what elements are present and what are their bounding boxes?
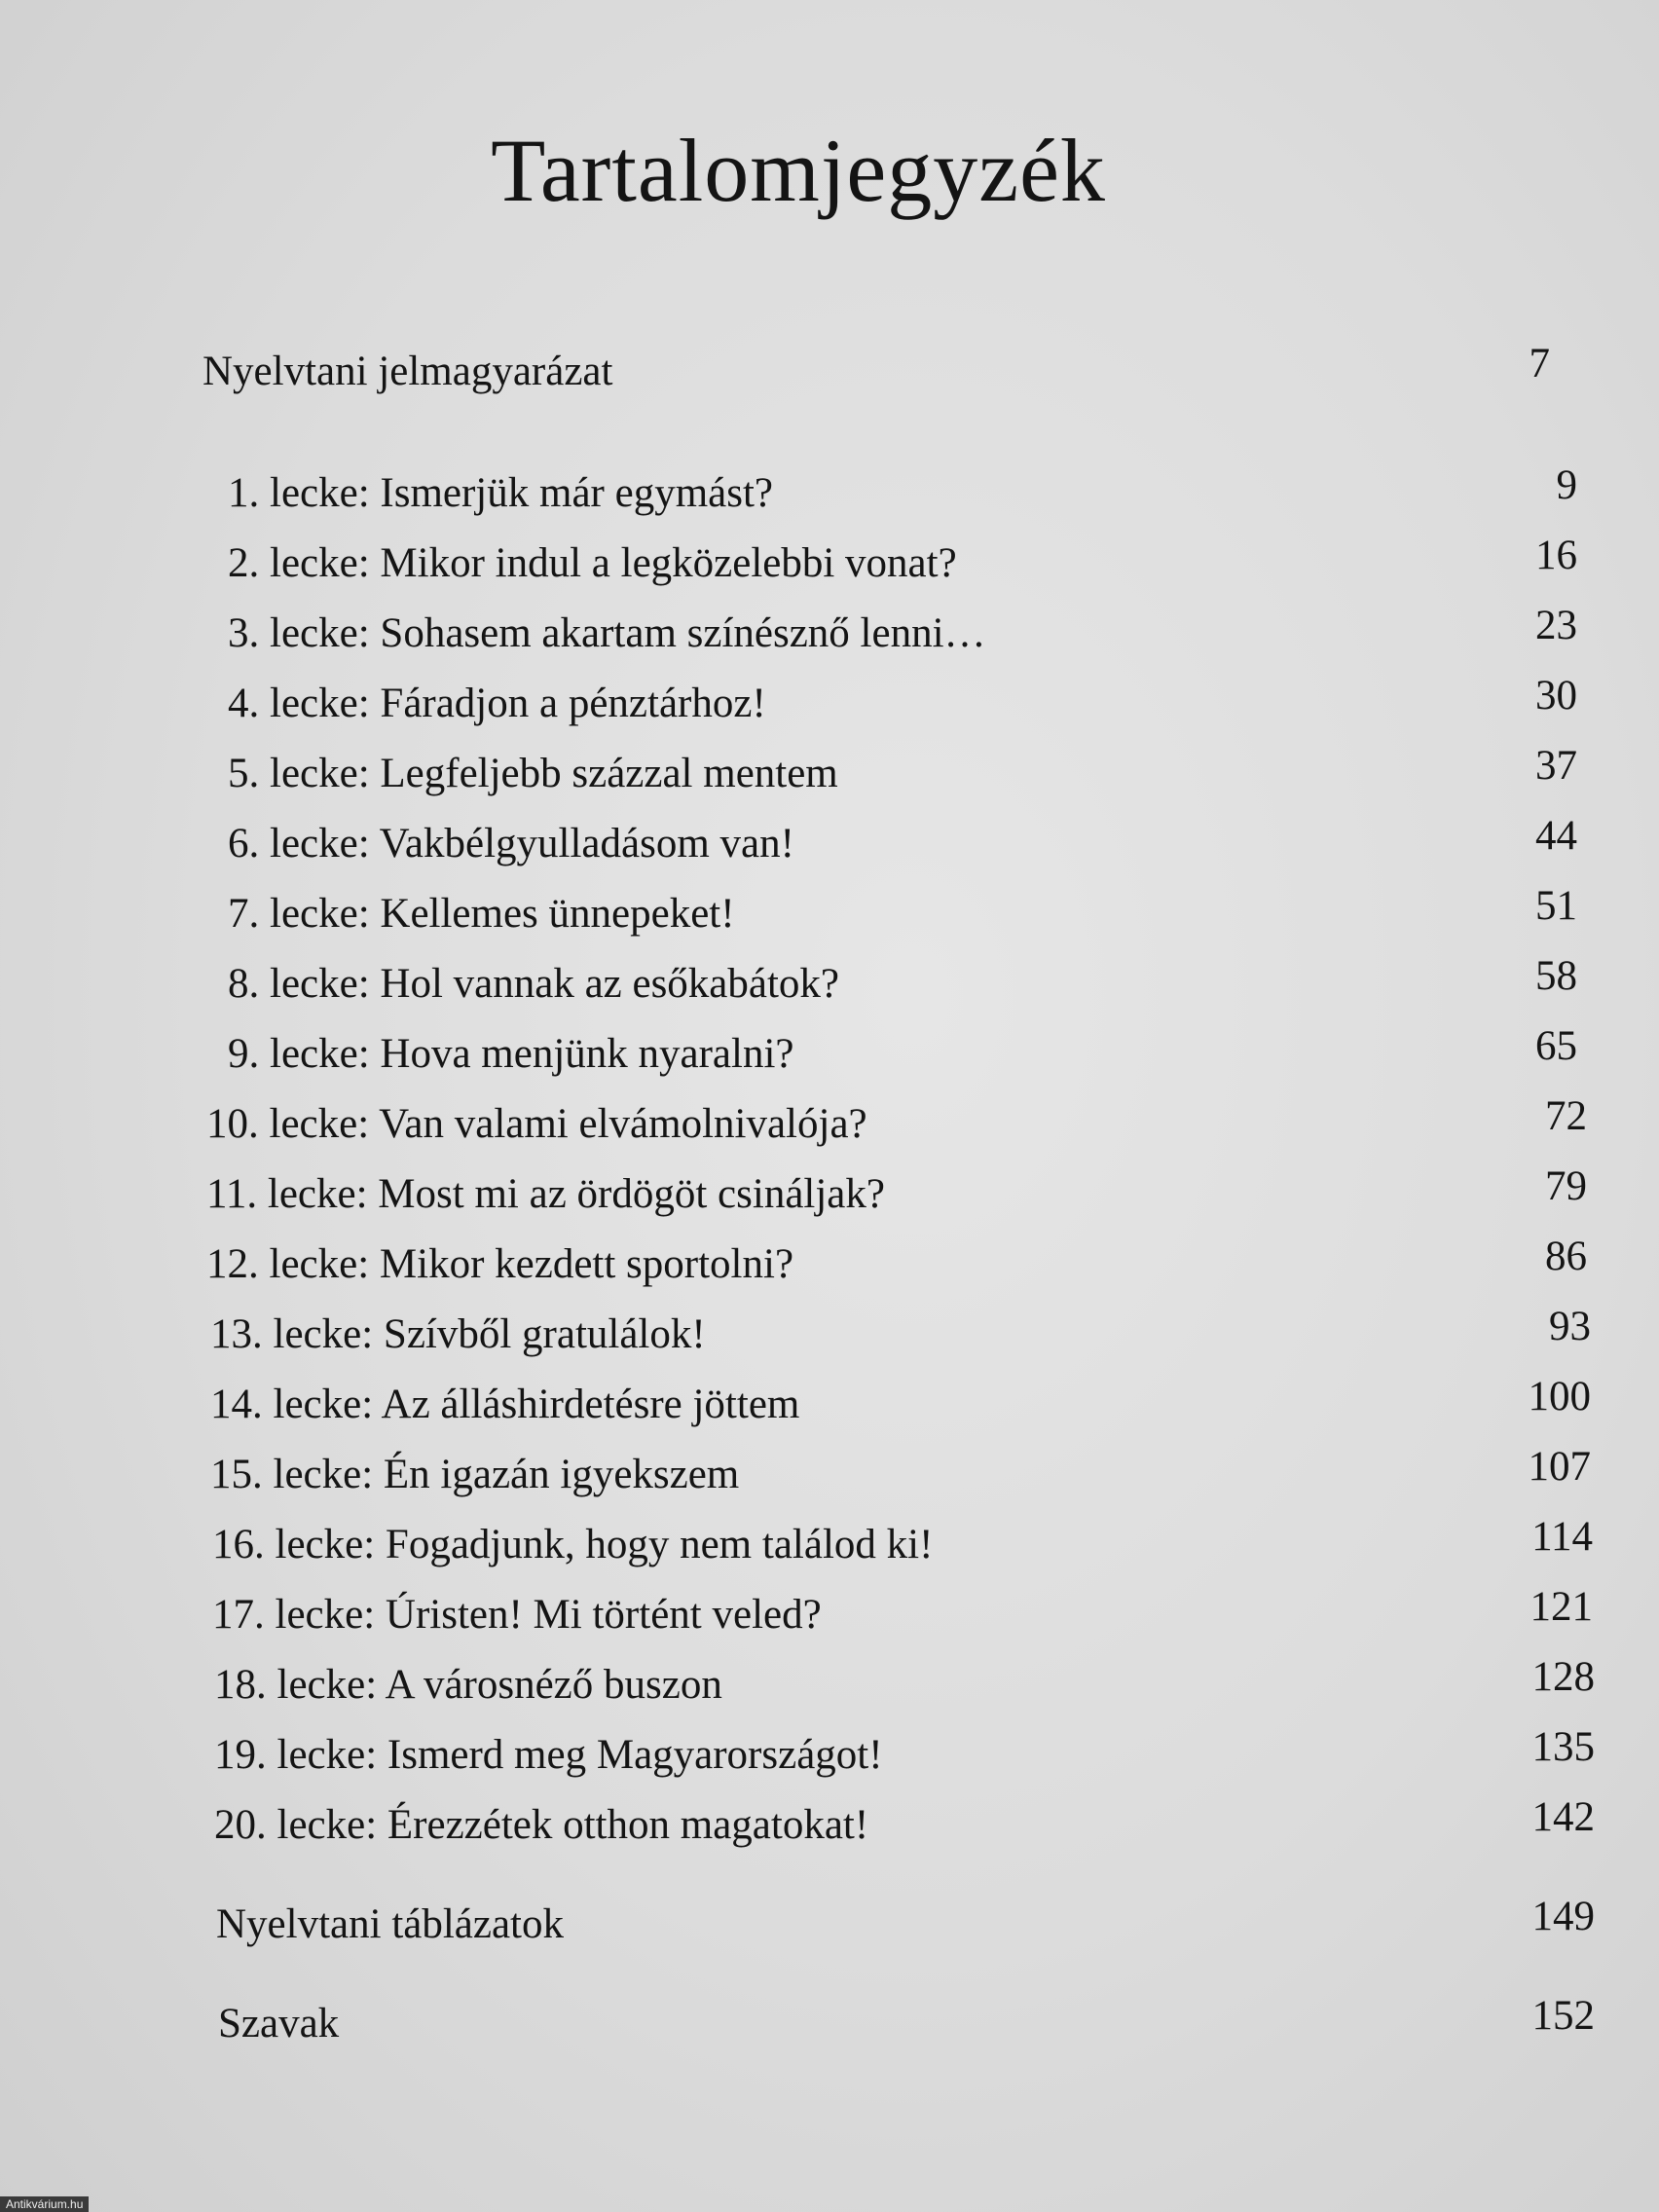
toc-page-number: 44	[1535, 813, 1577, 859]
toc-entry-title: 14. lecke: Az álláshirdetésre jöttem	[210, 1382, 800, 1427]
toc-page-number: 51	[1535, 883, 1577, 929]
toc-page-number: 9	[1556, 462, 1577, 508]
toc-entry-title: 15. lecke: Én igazán igyekszem	[210, 1452, 740, 1497]
toc-page-number: 37	[1535, 743, 1577, 789]
toc-entry-title: 20. lecke: Érezzétek otthon magatokat!	[214, 1802, 869, 1848]
toc-entry-title: 10. lecke: Van valami elvámolnivalója?	[206, 1101, 867, 1147]
toc-page-number: 128	[1531, 1654, 1595, 1700]
toc-entry-title: 7. lecke: Kellemes ünnepeket!	[228, 891, 735, 937]
toc-page-number: 79	[1545, 1163, 1587, 1209]
toc-page-number: 142	[1531, 1794, 1595, 1840]
toc-page-number: 16	[1535, 533, 1577, 578]
toc-page-number: 86	[1545, 1234, 1587, 1279]
toc-entry-title: 16. lecke: Fogadjunk, hogy nem találod ki!	[212, 1522, 934, 1567]
toc-page-number: 58	[1535, 953, 1577, 999]
toc-page-number: 149	[1531, 1894, 1595, 1939]
toc-entry-title: 4. lecke: Fáradjon a pénztárhoz!	[228, 681, 766, 726]
toc-entry-title: 1. lecke: Ismerjük már egymást?	[228, 470, 773, 516]
site-watermark: Antikvárium.hu	[0, 2196, 89, 2212]
toc-page-number: 114	[1531, 1514, 1593, 1560]
toc-entry-title: 18. lecke: A városnéző buszon	[214, 1662, 722, 1708]
toc-entry-title: Nyelvtani táblázatok	[216, 1901, 564, 1947]
toc-page-number: 23	[1535, 603, 1577, 648]
toc-entry-title: 19. lecke: Ismerd meg Magyarországot!	[214, 1732, 883, 1778]
toc-entry-title: 2. lecke: Mikor indul a legközelebbi vonat?	[228, 540, 957, 586]
toc-page-number: 72	[1545, 1093, 1587, 1139]
toc-entry-title: 13. lecke: Szívből gratulálok!	[210, 1311, 706, 1357]
toc-entry-title: 12. lecke: Mikor kezdett sportolni?	[206, 1241, 794, 1287]
page-title: Tartalomjegyzék	[491, 120, 1106, 220]
toc-entry-title: 6. lecke: Vakbélgyulladásom van!	[228, 821, 794, 866]
toc-entry-title: Szavak	[218, 2001, 340, 2046]
toc-entry-title: 11. lecke: Most mi az ördögöt csináljak?	[206, 1171, 885, 1217]
toc-page-number: 30	[1535, 673, 1577, 719]
toc-entry-title: 3. lecke: Sohasem akartam színésznő lenni…	[228, 610, 986, 656]
toc-entry-title: 17. lecke: Úristen! Mi történt veled?	[212, 1592, 822, 1638]
toc-page-number: 100	[1528, 1374, 1591, 1419]
toc-page-number: 107	[1528, 1444, 1591, 1490]
toc-page-number: 7	[1529, 341, 1550, 387]
toc-page-number: 135	[1531, 1724, 1595, 1770]
toc-page-number: 93	[1549, 1304, 1591, 1349]
toc-page-number: 121	[1530, 1584, 1593, 1630]
toc-entry-title: Nyelvtani jelmagyarázat	[203, 349, 613, 394]
toc-entry-title: 9. lecke: Hova menjünk nyaralni?	[228, 1031, 794, 1077]
toc-page-number: 65	[1535, 1023, 1577, 1069]
toc-entry-title: 8. lecke: Hol vannak az esőkabátok?	[228, 961, 840, 1007]
toc-entry-title: 5. lecke: Legfeljebb százzal mentem	[228, 751, 838, 796]
toc-page-number: 152	[1531, 1993, 1595, 2039]
